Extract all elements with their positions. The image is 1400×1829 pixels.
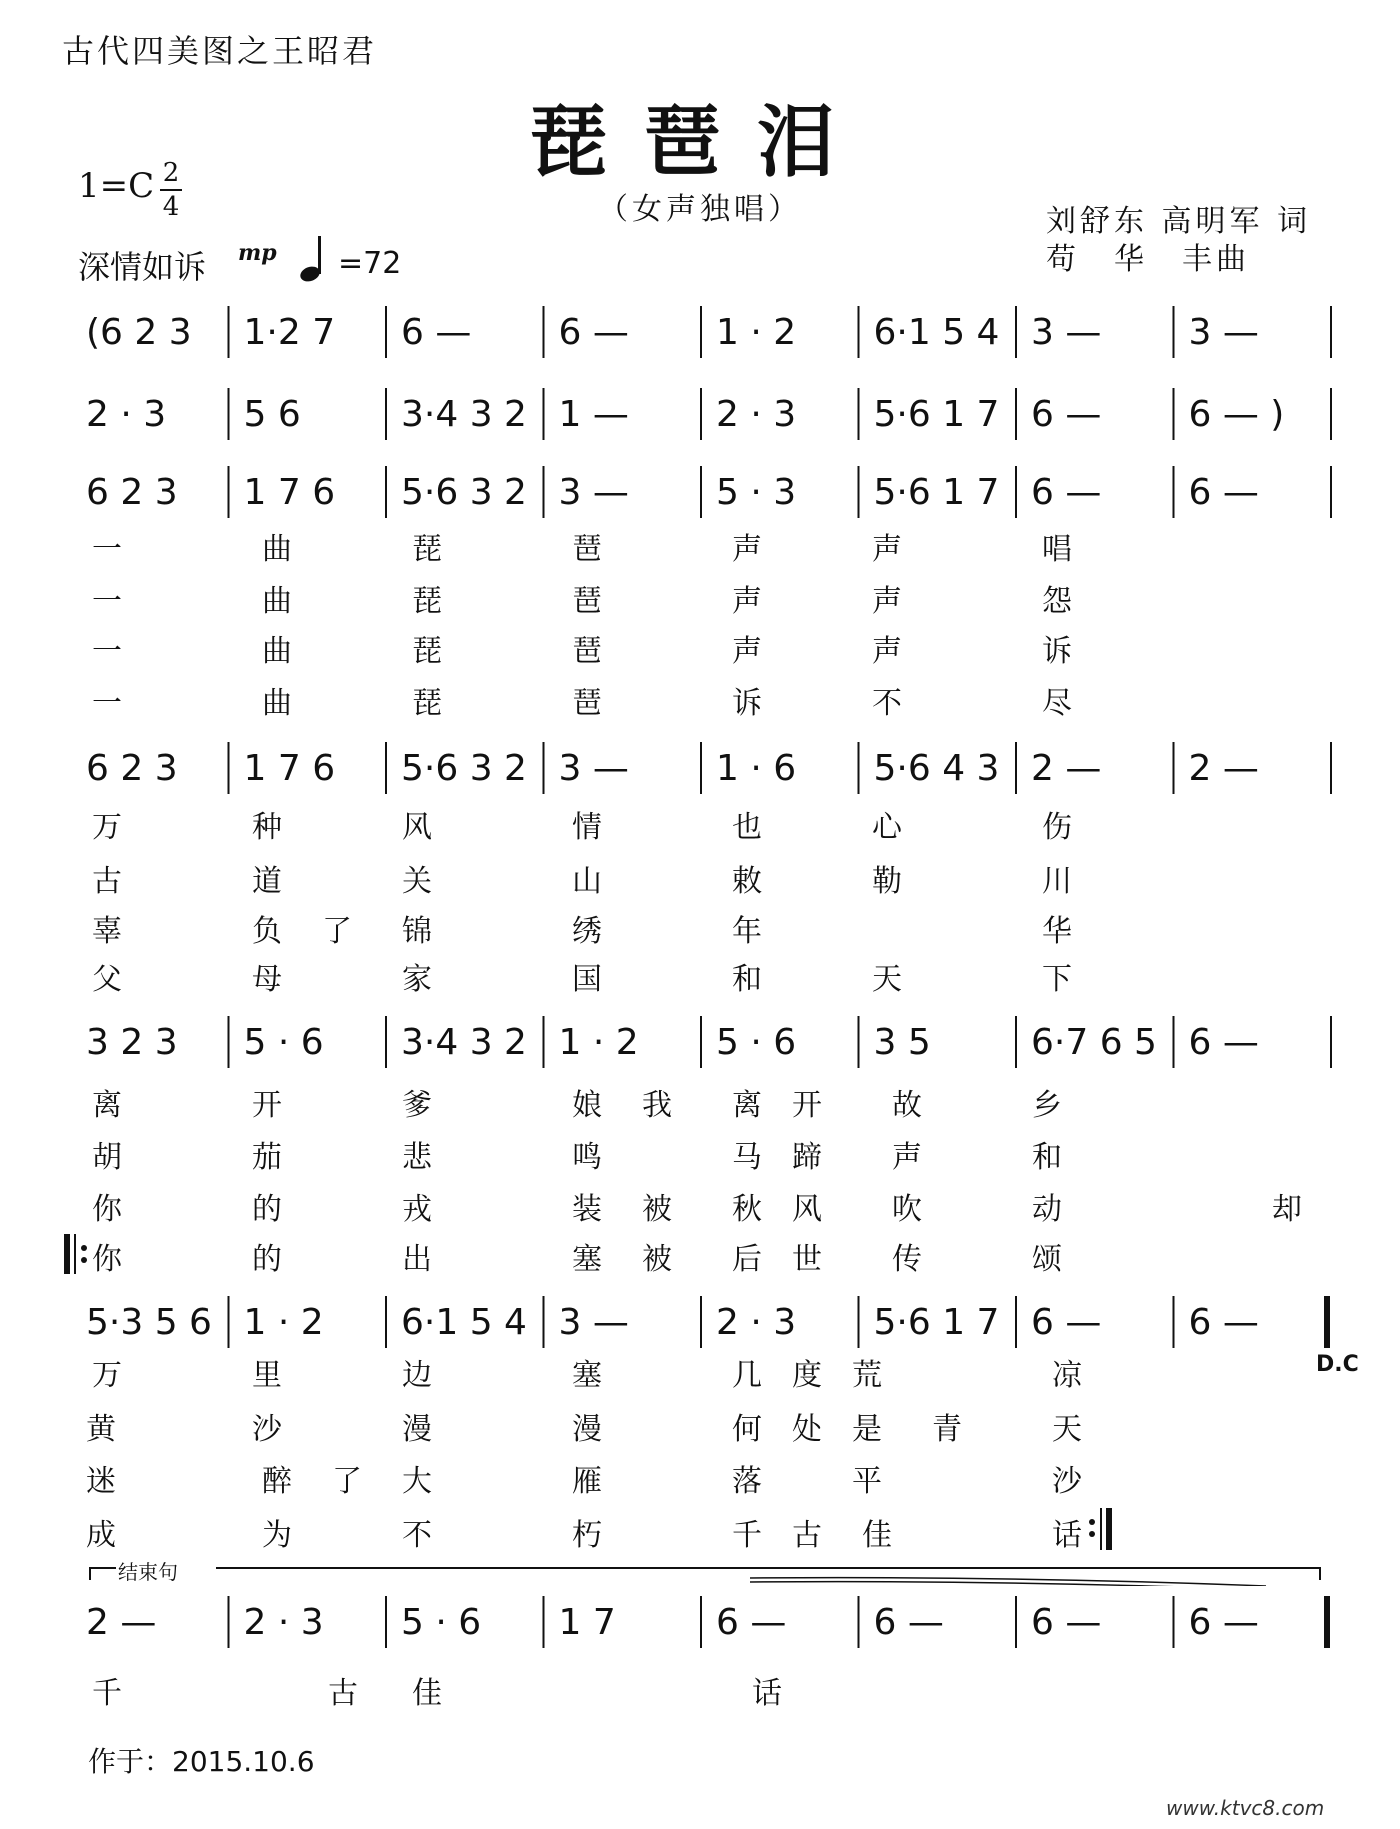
lyric-char: 里: [252, 1358, 282, 1393]
measure-notes: 3 —: [558, 748, 629, 789]
measure-notes: 2 —: [1031, 748, 1102, 789]
lyric-char: 何: [732, 1412, 762, 1447]
lyric-char: 醉: [262, 1464, 292, 1499]
lyric-char: 朽: [572, 1518, 602, 1553]
lyric-char: 沙: [1052, 1464, 1082, 1499]
lyric-char: 漫: [572, 1412, 602, 1447]
barline: [1330, 1016, 1332, 1068]
measure-notes: 3 —: [1031, 312, 1102, 353]
lyric-char: 迷: [86, 1464, 116, 1499]
measure-notes: 3 2 3: [86, 1022, 178, 1063]
lyric-char: 风: [402, 810, 432, 845]
measure-notes: 6 —: [1188, 472, 1259, 513]
barline: [1015, 742, 1017, 794]
measure-notes: 6 2 3: [86, 472, 178, 513]
measure-notes: 6·7 6 5: [1031, 1022, 1157, 1063]
measure-notes: 6 —: [558, 312, 629, 353]
lyric-char: 不: [872, 686, 902, 721]
barline: [228, 742, 230, 794]
measure-notes: 2 —: [86, 1602, 157, 1643]
lyric-char: 川: [1042, 864, 1072, 899]
lyric-char: 也: [732, 810, 762, 845]
measure-notes: 6 —: [401, 312, 472, 353]
staff-svg: [72, 382, 1332, 452]
series-title: 古代四美图之王昭君: [62, 32, 378, 70]
lyric-char: 雁: [572, 1464, 602, 1499]
lyric-char: 你: [92, 1242, 122, 1277]
lyric-char: 琵: [412, 584, 442, 619]
lyric-char: 了: [322, 914, 352, 949]
measure-notes: 6 —: [1031, 394, 1102, 435]
barline: [700, 742, 702, 794]
lyric-char: 处: [792, 1412, 822, 1447]
measure-notes: 2 —: [1188, 748, 1259, 789]
lyric-char: 声: [732, 634, 762, 669]
barline: [543, 1016, 545, 1068]
barline: [1330, 466, 1332, 518]
lyric-char: 家: [402, 962, 432, 997]
measure-notes: 5·6 1 7: [873, 472, 1000, 513]
measure-notes: 5·6 1 7: [873, 1302, 1000, 1343]
lyric-char: 声: [872, 584, 902, 619]
lyric-char: 青: [932, 1412, 962, 1447]
measure-notes: 6 —: [1031, 1302, 1102, 1343]
lyricist-credit: 刘舒东 高明军 词: [1046, 204, 1312, 239]
measure-notes: 6·1 5 4: [873, 312, 1000, 353]
lyric-char: 成: [86, 1518, 116, 1553]
barline: [858, 466, 860, 518]
lyric-char: 离: [92, 1088, 122, 1123]
lyric-char: 悲: [402, 1140, 432, 1175]
lyric-char: 平: [852, 1464, 882, 1499]
lyric-char: 不: [402, 1518, 432, 1553]
lyric-char: 故: [892, 1088, 922, 1123]
measure-notes: 6 —: [1188, 1602, 1259, 1643]
lyric-char: 话: [752, 1676, 782, 1711]
lyric-char: 诉: [732, 686, 762, 721]
measure-notes: 5 · 3: [716, 472, 797, 513]
lyric-char: 被: [642, 1242, 672, 1277]
lyric-char: 琵: [412, 532, 442, 567]
lyric-char: 唱: [1042, 532, 1072, 567]
measure-notes: (6 2 3: [86, 312, 192, 353]
measure-notes: 1 · 2: [558, 1022, 639, 1063]
lyric-char: 世: [792, 1242, 822, 1277]
lyric-char: 却: [1272, 1192, 1302, 1227]
lyric-char: 万: [92, 810, 122, 845]
lyric-char: 开: [252, 1088, 282, 1123]
measure-notes: 2 · 3: [86, 394, 167, 435]
lyric-char: 古: [328, 1676, 358, 1711]
lyric-char: 古: [92, 864, 122, 899]
lyric-char: 种: [252, 810, 282, 845]
measure-notes: 5·6 1 7: [873, 394, 1000, 435]
barline: [1015, 1296, 1017, 1348]
lyric-char: 佳: [412, 1676, 442, 1711]
measure-notes: 2 · 3: [716, 1302, 797, 1343]
staff-4: [72, 736, 1332, 806]
measure-notes: 5 · 6: [716, 1022, 797, 1063]
barline: [543, 388, 545, 440]
lyric-char: 蹄: [792, 1140, 822, 1175]
lyric-char: 一: [92, 584, 122, 619]
metronome-value: =72: [338, 246, 402, 281]
barline: [700, 1596, 702, 1648]
barline: [385, 742, 387, 794]
lyric-char: 荒: [852, 1358, 882, 1393]
staff-1: [72, 300, 1332, 370]
measure-notes: 5·6 4 3: [873, 748, 1000, 789]
lyric-char: 曲: [262, 532, 292, 567]
barline: [543, 306, 545, 358]
lyric-char: 落: [732, 1464, 762, 1499]
ending-bracket: [86, 1550, 1326, 1586]
barline: [1173, 742, 1175, 794]
measure-notes: 6 —: [716, 1602, 787, 1643]
lyric-char: 山: [572, 864, 602, 899]
lyric-char: 和: [1032, 1140, 1062, 1175]
dc-marking: D.C: [1316, 1352, 1359, 1377]
barline: [228, 1296, 230, 1348]
staff-svg: [72, 1010, 1332, 1080]
barline: [1173, 466, 1175, 518]
staff-svg: [72, 736, 1332, 806]
lyric-char: 离: [732, 1088, 762, 1123]
lyric-char: 爹: [402, 1088, 432, 1123]
lyric-char: 父: [92, 962, 122, 997]
barline: [385, 466, 387, 518]
lyric-char: 塞: [572, 1242, 602, 1277]
lyric-char: 绣: [572, 914, 602, 949]
lyric-char: 琵: [412, 634, 442, 669]
measure-notes: 3 —: [558, 1302, 629, 1343]
lyric-char: 胡: [92, 1140, 122, 1175]
measure-notes: 5 6: [243, 394, 301, 435]
repeat-end-sign: [1086, 1506, 1118, 1552]
barline: [858, 742, 860, 794]
lyric-char: 辜: [92, 914, 122, 949]
lyric-char: 琶: [572, 634, 602, 669]
watermark: www.ktvc8.com: [1166, 1796, 1325, 1820]
song-title: 琵琶泪: [528, 97, 871, 188]
barline: [858, 1296, 860, 1348]
lyric-char: 伤: [1042, 810, 1072, 845]
lyric-char: 声: [872, 634, 902, 669]
lyric-char: 几: [732, 1358, 762, 1393]
lyric-char: 千: [92, 1676, 122, 1711]
lyric-char: 吹: [892, 1192, 922, 1227]
lyric-char: 琶: [572, 584, 602, 619]
lyric-char: 尽: [1042, 686, 1072, 721]
lyric-char: 曲: [262, 686, 292, 721]
final-barline: [1324, 1296, 1330, 1348]
lyric-char: 母: [252, 962, 282, 997]
measure-notes: 6·1 5 4: [401, 1302, 527, 1343]
lyric-char: 锦: [402, 914, 432, 949]
barline: [1330, 306, 1332, 358]
lyric-char: 一: [92, 634, 122, 669]
lyric-char: 佳: [862, 1518, 892, 1553]
barline: [700, 306, 702, 358]
barline: [228, 388, 230, 440]
barline: [1015, 1016, 1017, 1068]
lyric-char: 黄: [86, 1412, 116, 1447]
staff-2: [72, 382, 1332, 452]
lyric-char: 凉: [1052, 1358, 1082, 1393]
ending-label: 结束句: [118, 1560, 178, 1584]
barline: [543, 466, 545, 518]
subtitle: （女声独唱）: [598, 192, 802, 227]
lyric-char: 声: [872, 532, 902, 567]
measure-notes: 6 —: [1188, 1302, 1259, 1343]
barline: [543, 1596, 545, 1648]
barline: [543, 742, 545, 794]
lyric-char: 曲: [262, 584, 292, 619]
composition-date: 作于：2015.10.6: [88, 1745, 315, 1778]
measure-notes: 1 7: [558, 1602, 616, 1643]
lyric-char: 大: [402, 1464, 432, 1499]
barline: [700, 466, 702, 518]
measure-notes: 3 —: [558, 472, 629, 513]
lyric-char: 开: [792, 1088, 822, 1123]
barline: [1173, 1596, 1175, 1648]
lyric-char: 勒: [872, 864, 902, 899]
lyric-char: 装: [572, 1192, 602, 1227]
lyric-char: 的: [252, 1192, 282, 1227]
barline: [385, 1016, 387, 1068]
lyric-char: 戎: [402, 1192, 432, 1227]
lyric-char: 你: [92, 1192, 122, 1227]
lyric-char: 和: [732, 962, 762, 997]
staff-svg: [72, 1590, 1332, 1660]
barline: [228, 466, 230, 518]
final-barline: [1324, 1596, 1330, 1648]
measure-notes: 3 —: [1188, 312, 1259, 353]
barline: [1173, 1296, 1175, 1348]
lyric-char: 声: [892, 1140, 922, 1175]
lyric-char: 下: [1042, 962, 1072, 997]
lyric-char: 怨: [1042, 584, 1072, 619]
measure-notes: 6 2 3: [86, 748, 178, 789]
lyric-char: 曲: [262, 634, 292, 669]
lyric-char: 心: [872, 810, 902, 845]
lyric-char: 后: [732, 1242, 762, 1277]
lyric-char: 边: [402, 1358, 432, 1393]
measure-notes: 3·4 3 2: [401, 394, 527, 435]
barline: [385, 1596, 387, 1648]
lyric-char: 被: [642, 1192, 672, 1227]
measure-notes: 6 —: [873, 1602, 944, 1643]
barline: [1015, 1596, 1017, 1648]
barline: [1330, 742, 1332, 794]
lyric-char: 动: [1032, 1192, 1062, 1227]
dynamic-marking: mp: [238, 240, 277, 266]
lyric-char: 万: [92, 1358, 122, 1393]
barline: [1015, 388, 1017, 440]
measure-notes: 6 —: [1031, 472, 1102, 513]
measure-notes: 1 · 2: [243, 1302, 324, 1343]
barline: [700, 388, 702, 440]
measure-notes: 3 5: [873, 1022, 931, 1063]
lyric-char: 关: [402, 864, 432, 899]
time-sig-top: 2: [162, 158, 180, 188]
lyric-char: 道: [252, 864, 282, 899]
measure-notes: 5·6 3 2: [401, 748, 527, 789]
lyric-char: 鸣: [572, 1140, 602, 1175]
lyric-char: 天: [872, 962, 902, 997]
lyric-char: 千: [732, 1518, 762, 1553]
staff-3: [72, 460, 1332, 530]
lyric-char: 风: [792, 1192, 822, 1227]
lyric-char: 琶: [572, 686, 602, 721]
barline: [228, 306, 230, 358]
time-sig-bottom: 4: [162, 192, 180, 222]
barline: [385, 388, 387, 440]
lyric-char: 年: [732, 914, 762, 949]
barline: [1173, 388, 1175, 440]
barline: [385, 1296, 387, 1348]
lyric-char: 诉: [1042, 634, 1072, 669]
lyric-char: 的: [252, 1242, 282, 1277]
lyric-char: 一: [92, 532, 122, 567]
staff-7: [72, 1590, 1332, 1660]
lyric-char: 塞: [572, 1358, 602, 1393]
barline: [700, 1296, 702, 1348]
lyric-char: 琵: [412, 686, 442, 721]
lyric-char: 天: [1052, 1412, 1082, 1447]
barline: [228, 1016, 230, 1068]
measure-notes: 2 · 3: [243, 1602, 324, 1643]
lyric-char: 国: [572, 962, 602, 997]
barline: [385, 306, 387, 358]
measure-notes: 6 —: [1031, 1602, 1102, 1643]
lyric-char: 颂: [1032, 1242, 1062, 1277]
lyric-char: 我: [642, 1088, 672, 1123]
measure-notes: 1 —: [558, 394, 629, 435]
staff-5: [72, 1010, 1332, 1080]
tempo-marking: 深情如诉: [78, 248, 207, 286]
composer-credit: 苟 华 丰曲: [1046, 242, 1250, 277]
barline: [858, 1596, 860, 1648]
measure-notes: 3·4 3 2: [401, 1022, 527, 1063]
quarter-note-icon: [298, 232, 332, 284]
lyric-char: 敕: [732, 864, 762, 899]
barline: [228, 1596, 230, 1648]
lyric-char: 出: [402, 1242, 432, 1277]
measure-notes: 1·2 7: [243, 312, 336, 353]
barline: [858, 388, 860, 440]
lyric-char: 为: [262, 1518, 292, 1553]
lyric-char: 漫: [402, 1412, 432, 1447]
measure-notes: 5 · 6: [243, 1022, 324, 1063]
barline: [1173, 306, 1175, 358]
lyric-char: 乡: [1032, 1088, 1062, 1123]
lyric-char: 茄: [252, 1140, 282, 1175]
barline: [543, 1296, 545, 1348]
measure-notes: 1 · 6: [716, 748, 797, 789]
measure-notes: 1 7 6: [243, 748, 336, 789]
lyric-char: 情: [572, 810, 602, 845]
measure-notes: 2 · 3: [716, 394, 797, 435]
lyric-char: 是: [852, 1412, 882, 1447]
barline: [1015, 466, 1017, 518]
barline: [858, 306, 860, 358]
measure-notes: 5·6 3 2: [401, 472, 527, 513]
lyric-char: 一: [92, 686, 122, 721]
repeat-start-sign: [62, 1232, 92, 1276]
lyric-char: 传: [892, 1242, 922, 1277]
measure-notes: 5·3 5 6: [86, 1302, 212, 1343]
lyric-char: 秋: [732, 1192, 762, 1227]
lyric-char: 古: [792, 1518, 822, 1553]
staff-svg: [72, 300, 1332, 370]
lyric-char: 声: [732, 584, 762, 619]
lyric-char: 话: [1052, 1518, 1082, 1553]
lyric-char: 声: [732, 532, 762, 567]
lyric-char: 度: [792, 1358, 822, 1393]
lyric-char: 琶: [572, 532, 602, 567]
barline: [700, 1016, 702, 1068]
staff-svg: [72, 460, 1332, 530]
barline: [1330, 388, 1332, 440]
lyric-char: 负: [252, 914, 282, 949]
measure-notes: 5 · 6: [401, 1602, 482, 1643]
barline: [1015, 306, 1017, 358]
measure-notes: 6 —: [1188, 1022, 1259, 1063]
lyric-char: 华: [1042, 914, 1072, 949]
barline: [858, 1016, 860, 1068]
measure-notes: 1 7 6: [243, 472, 336, 513]
lyric-char: 沙: [252, 1412, 282, 1447]
key-signature: 1=C: [78, 166, 155, 206]
lyric-char: 娘: [572, 1088, 602, 1123]
barline: [1173, 1016, 1175, 1068]
lyric-char: 马: [732, 1140, 762, 1175]
measure-notes: 6 — ): [1188, 394, 1285, 435]
measure-notes: 1 · 2: [716, 312, 797, 353]
lyric-char: 了: [332, 1464, 362, 1499]
